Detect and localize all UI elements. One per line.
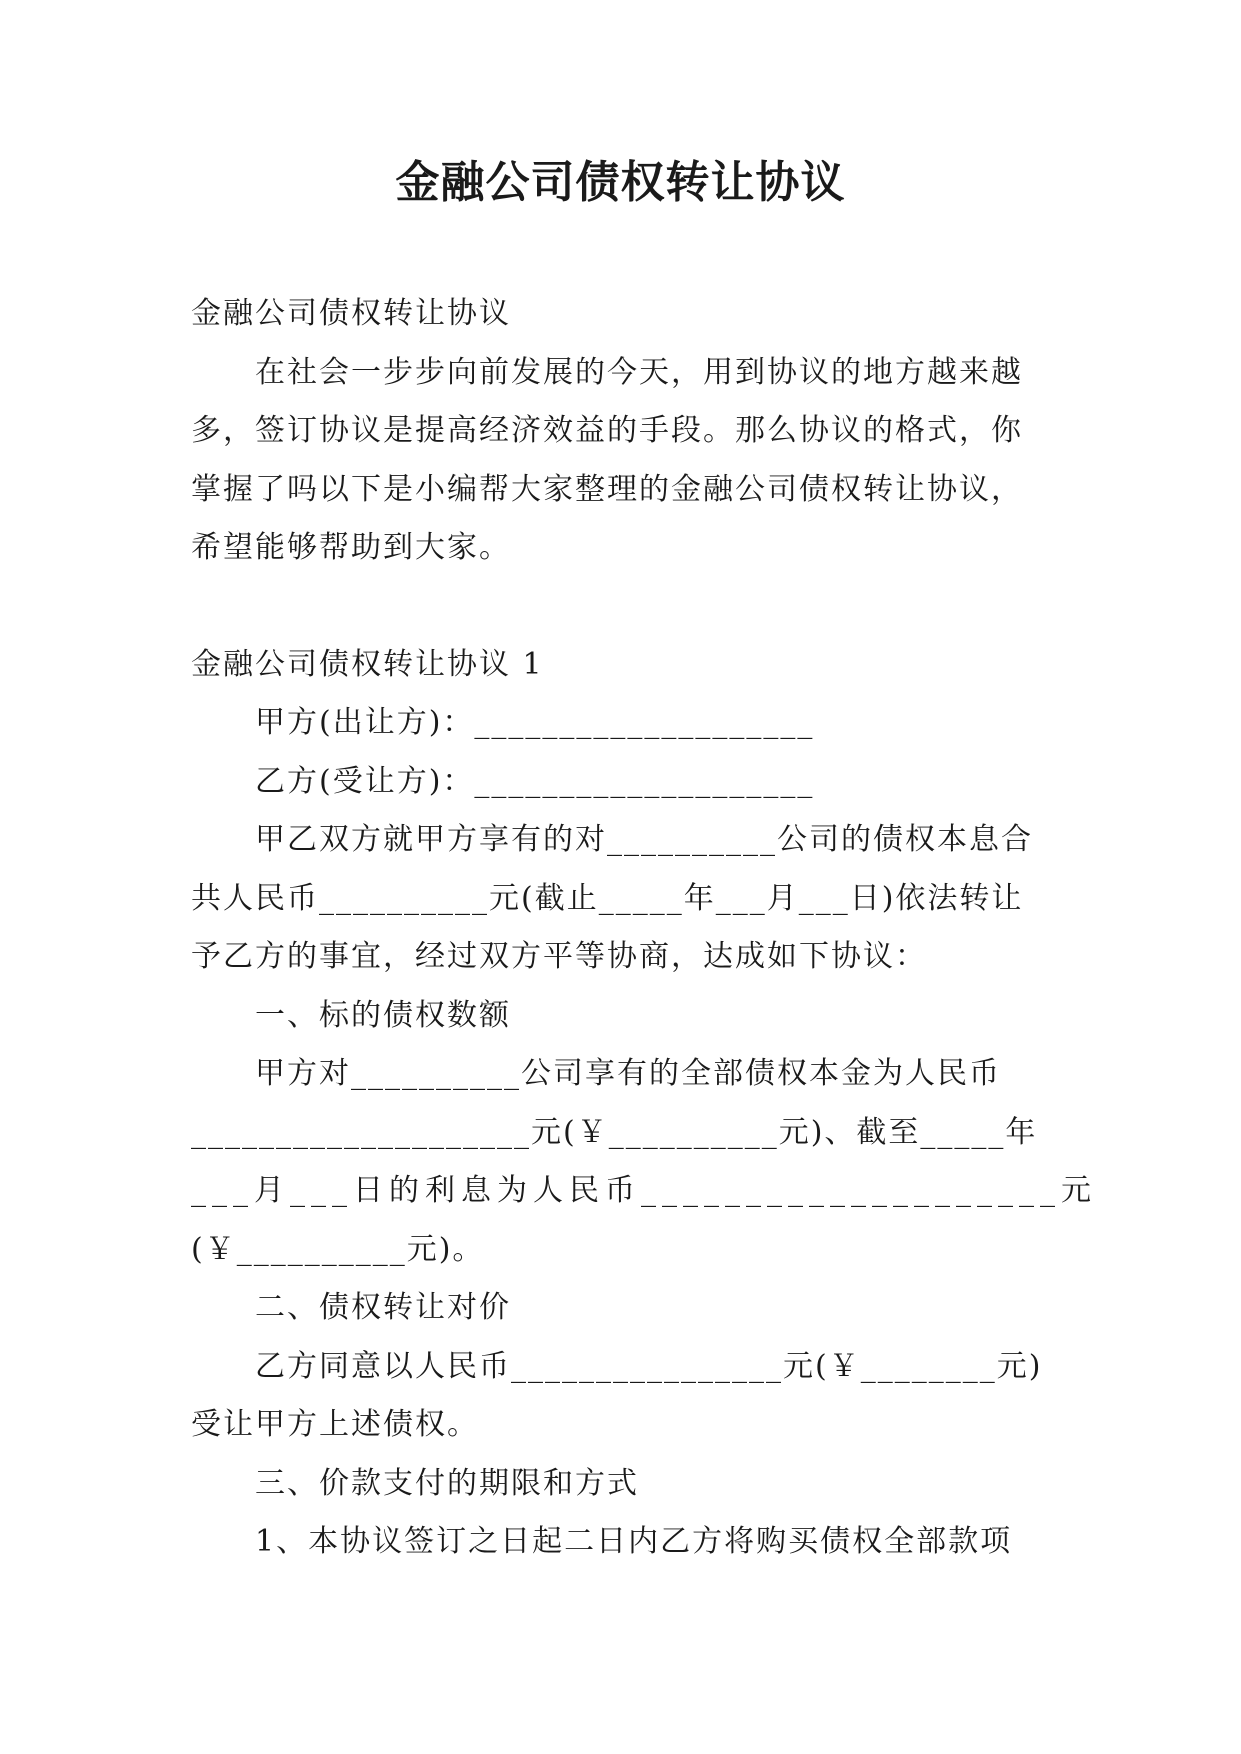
clause-1-line: ___月___日的利息为人民币____________________元 xyxy=(191,1173,1097,1208)
clause-2-line: 受让甲方上述债权。 xyxy=(191,1407,479,1442)
document-title: 金融公司债权转让协议 xyxy=(395,157,846,208)
clause-2-paragraph xyxy=(191,1338,1051,1455)
party-b-line: 乙方(受让方)：____________________ xyxy=(255,763,815,799)
preamble-paragraph xyxy=(191,811,1051,987)
clause-1-paragraph xyxy=(191,1045,1097,1279)
document-subtitle: 金融公司债权转让协议 xyxy=(191,296,511,331)
clause-1-heading: 一、标的债权数额 xyxy=(255,997,511,1033)
section-heading: 金融公司债权转让协议 1 xyxy=(191,646,544,682)
intro-line: 掌握了吗以下是小编帮大家整理的金融公司债权转让协议， xyxy=(191,471,1023,507)
clause-3-paragraph xyxy=(191,1513,1051,1572)
preamble-line: 共人民币__________元(截止_____年___月___日)依法转让 xyxy=(191,880,1024,916)
document-body xyxy=(191,285,1097,1572)
clause-1-line: ____________________元(￥__________元)、截至_____年 xyxy=(191,1114,1038,1150)
intro-line: 多，签订协议是提高经济效益的手段。那么协议的格式，你 xyxy=(191,413,1023,448)
preamble-line: 予乙方的事宜，经过双方平等协商，达成如下协议： xyxy=(191,939,927,974)
intro-line: 在社会一步步向前发展的今天，用到协议的地方越来越 xyxy=(255,354,1023,390)
clause-1-line: 甲方对__________公司享有的全部债权本金为人民币 xyxy=(255,1056,1001,1091)
intro-line: 希望能够帮助到大家。 xyxy=(191,530,511,565)
clause-2-heading: 二、债权转让对价 xyxy=(255,1290,511,1325)
clause-3-heading: 三、价款支付的期限和方式 xyxy=(255,1465,639,1501)
party-a-line: 甲方(出让方)：____________________ xyxy=(255,705,815,740)
paragraph-gap xyxy=(191,578,1051,636)
clause-1-line: (￥__________元)。 xyxy=(191,1231,485,1267)
intro-paragraph xyxy=(191,344,1051,578)
clause-3-line: 1、本协议签订之日起二日内乙方将购买债权全部款项 xyxy=(255,1524,1013,1559)
clause-2-line: 乙方同意以人民币________________元(￥________元) xyxy=(255,1348,1043,1384)
preamble-line: 甲乙双方就甲方享有的对__________公司的债权本息合 xyxy=(255,822,1033,857)
